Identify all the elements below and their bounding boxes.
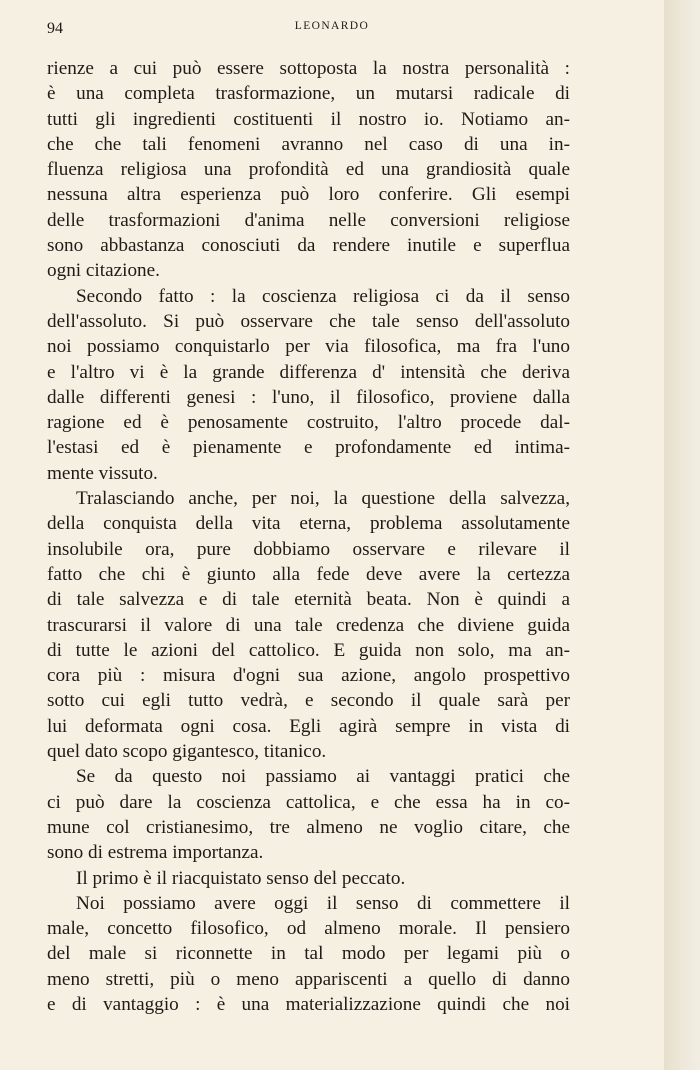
text-line: male, concetto filosofico, od almeno morale. Il pensiero [47, 918, 570, 940]
text-line: fluenza religiosa una profondità ed una grandiosità quale [47, 159, 570, 181]
text-line: rienze a cui può essere sottoposta la nostra personalità : [47, 58, 570, 79]
text-line: mune col cristianesimo, tre almeno ne voglio citare, che [47, 816, 570, 838]
text-line: di tutte le azioni del cattolico. E guida non solo, ma an- [47, 639, 570, 661]
text-line: sono abbastanza conosciuti da rendere inutile e superflua [47, 235, 570, 257]
text-line: Il primo è il riacquistato senso del peccato. [76, 867, 406, 889]
text-line: ogni citazione. [47, 260, 160, 282]
text-line: Noi possiamo avere oggi il senso di commettere il [76, 892, 570, 914]
text-line: insolubile ora, pure dobbiamo osservare e rilevare il [47, 538, 570, 560]
text-line: dell'assoluto. Si può osservare che tale senso dell'assoluto [47, 310, 570, 332]
text-line: Tralasciando anche, per noi, la questione della salvezza, [76, 488, 570, 510]
text-line: meno stretti, più o meno appariscenti a quello di danno [47, 968, 570, 990]
text-line: noi possiamo conquistarlo per via filosofica, ma fra l'uno [47, 336, 570, 358]
text-line: che che tali fenomeni avranno nel caso di una in- [47, 133, 570, 155]
page-number: 94 [47, 20, 63, 37]
page-edge [664, 0, 700, 1070]
text-line: quel dato scopo gigantesco, titanico. [47, 741, 327, 763]
text-line: dalle differenti genesi : l'uno, il filosofico, proviene dalla [47, 386, 570, 408]
text-line: cora più : misura d'ogni sua azione, angolo prospettivo [47, 665, 570, 687]
text-line: della conquista della vita eterna, problema assolutamente [47, 513, 570, 535]
body-text [47, 56, 570, 1017]
text-line: delle trasformazioni d'anima nelle conversioni religiose [47, 209, 570, 231]
text-line: ci può dare la coscienza cattolica, e che essa ha in co- [47, 791, 570, 813]
text-line: ragione ed è penosamente costruito, l'altro procede dal- [47, 412, 570, 434]
running-title: LEONARDO [294, 20, 370, 32]
text-line: sotto cui egli tutto vedrà, e secondo il quale sarà per [47, 690, 570, 712]
text-line: Secondo fatto : la coscienza religiosa ci da il senso [76, 285, 570, 307]
text-line: del male si riconnette in tal modo per legami più o [47, 943, 570, 965]
text-line: fatto che chi è giunto alla fede deve avere la certezza [47, 563, 570, 585]
text-line: l'estasi ed è pienamente e profondamente ed intima- [47, 437, 570, 459]
text-line: sono di estrema importanza. [47, 842, 264, 864]
text-line: è una completa trasformazione, un mutarsi radicale di [47, 83, 570, 105]
text-line: di tale salvezza e di tale eternità beata. Non è quindi a [47, 589, 570, 611]
text-line: mente vissuto. [47, 462, 158, 484]
text-line: lui deformata ogni cosa. Egli agirà sempre in vista di [47, 715, 570, 737]
text-line: tutti gli ingredienti costituenti il nostro io. Notiamo an- [47, 108, 570, 130]
text-line: e l'altro vi è la grande differenza d' intensità che deriva [47, 361, 570, 383]
text-line: trascurarsi il valore di una tale credenza che diviene guida [47, 614, 570, 636]
text-line: e di vantaggio : è una materializzazione quindi che noi [47, 993, 570, 1015]
text-line: Se da questo noi passiamo ai vantaggi pratici che [76, 766, 570, 788]
text-line: nessuna altra esperienza può loro conferire. Gli esempi [47, 184, 570, 206]
